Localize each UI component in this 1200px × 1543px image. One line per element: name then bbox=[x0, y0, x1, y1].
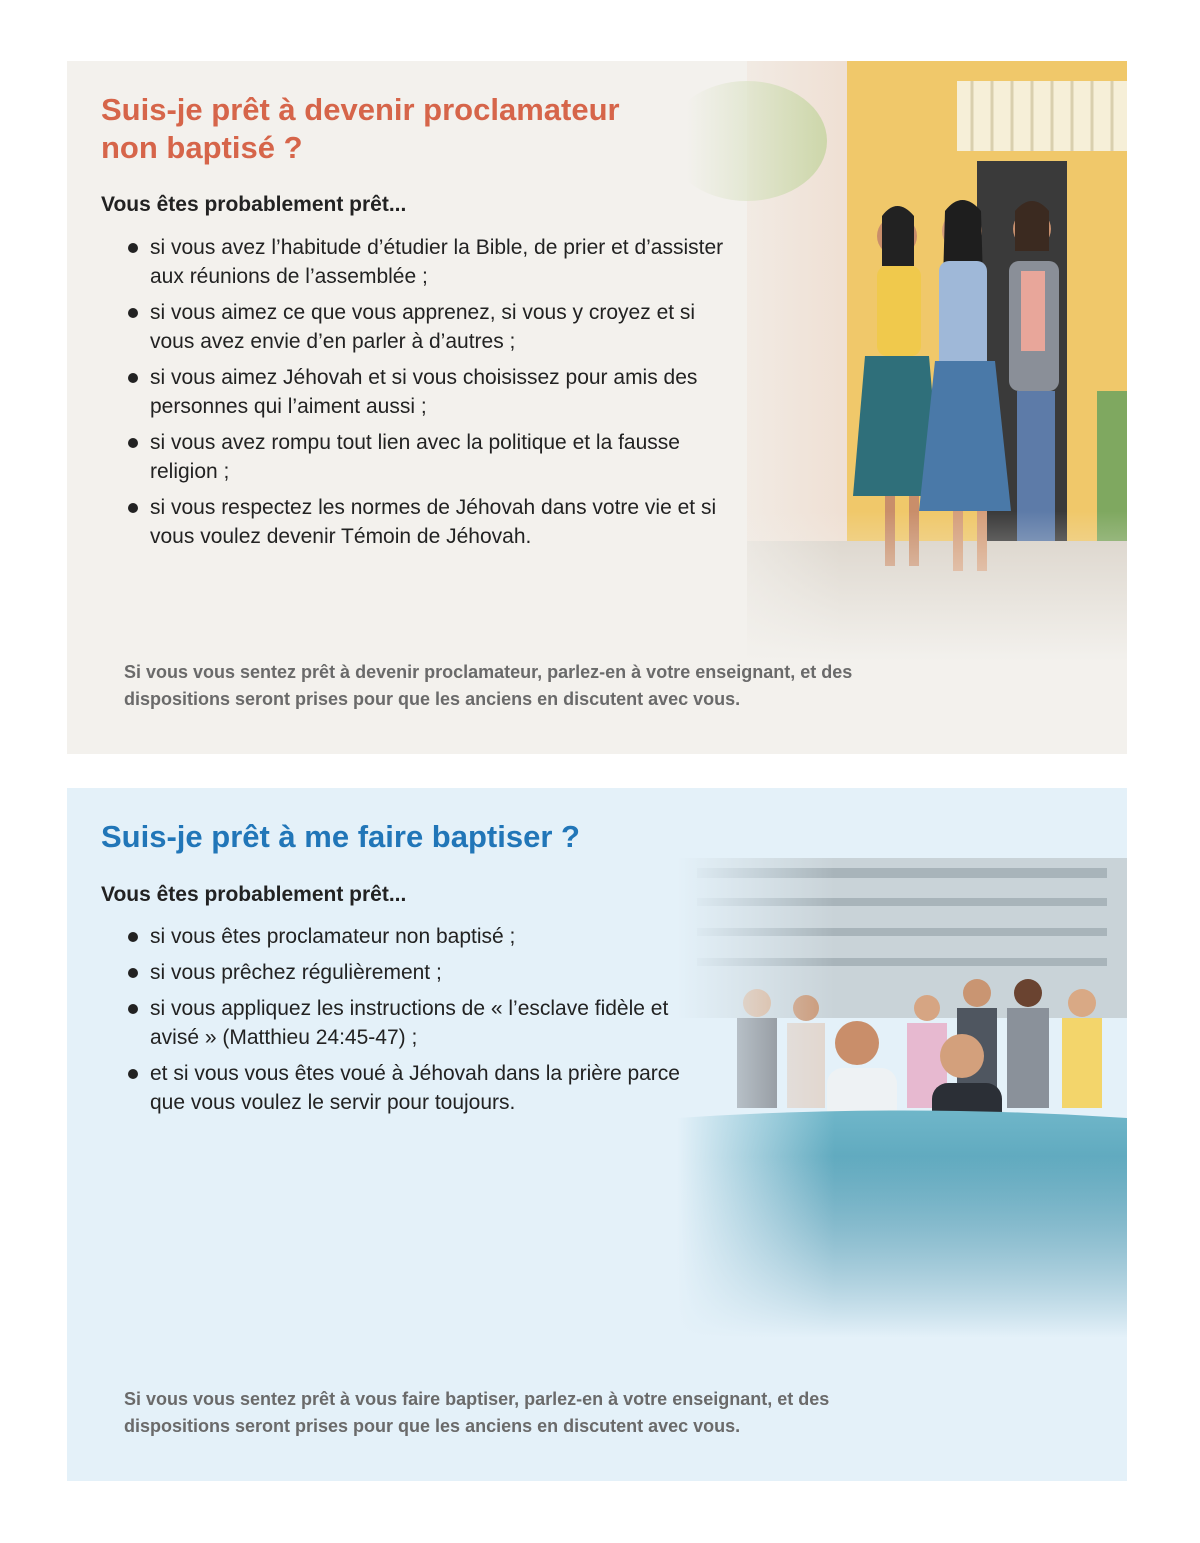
bullet-icon bbox=[128, 373, 138, 383]
ministry-illustration bbox=[687, 61, 1127, 661]
readiness-list bbox=[125, 233, 735, 558]
section-intro: Vous êtes probablement prêt... bbox=[101, 883, 407, 906]
bullet-icon bbox=[128, 968, 138, 978]
list-item: si vous aimez ce que vous apprenez, si vous y croyez et si vous avez envie d’en parler à d’autres ; bbox=[125, 298, 735, 356]
list-item: si vous avez rompu tout lien avec la politique et la fausse religion ; bbox=[125, 428, 735, 486]
section-intro: Vous êtes probablement prêt... bbox=[101, 193, 407, 216]
door-to-door-scene-image bbox=[687, 61, 1127, 661]
bullet-icon bbox=[128, 1004, 138, 1014]
section-title: Suis-je prêt à devenir proclamateur non baptisé ? bbox=[101, 92, 620, 165]
readiness-list bbox=[125, 922, 685, 1124]
list-item: et si vous vous êtes voué à Jéhovah dans la prière parce que vous voulez le servir pour toujours. bbox=[125, 1059, 685, 1117]
bullet-icon bbox=[128, 438, 138, 448]
list-item: si vous êtes proclamateur non baptisé ; bbox=[125, 922, 685, 951]
baptism-scene-image bbox=[677, 818, 1127, 1338]
list-item: si vous prêchez régulièrement ; bbox=[125, 958, 685, 987]
list-item: si vous aimez Jéhovah et si vous choisissez pour amis des personnes qui l’aiment aussi ; bbox=[125, 363, 735, 421]
bullet-icon bbox=[128, 1069, 138, 1079]
baptism-illustration bbox=[677, 818, 1127, 1338]
bullet-icon bbox=[128, 308, 138, 318]
bullet-icon bbox=[128, 243, 138, 253]
publisher-readiness-panel bbox=[67, 61, 1127, 754]
section-footer-note: Si vous vous sentez prêt à vous faire baptiser, parlez-en à votre enseignant, et des dispositions seront prises pour que les anciens en discutent avec vous. bbox=[124, 1389, 830, 1436]
list-item: si vous appliquez les instructions de « l’esclave fidèle et avisé » (Matthieu 24:45-47) ; bbox=[125, 994, 685, 1052]
section-footer-note: Si vous vous sentez prêt à devenir proclamateur, parlez-en à votre enseignant, et des dispositions seront prises pour que les anciens en discutent avec vous. bbox=[124, 662, 853, 709]
bullet-icon bbox=[128, 932, 138, 942]
bullet-icon bbox=[128, 503, 138, 513]
baptism-readiness-panel bbox=[67, 788, 1127, 1481]
section-title: Suis-je prêt à me faire baptiser ? bbox=[101, 819, 580, 854]
list-item: si vous respectez les normes de Jéhovah dans votre vie et si vous voulez devenir Témoin de Jéhovah. bbox=[125, 493, 735, 551]
list-item: si vous avez l’habitude d’étudier la Bible, de prier et d’assister aux réunions de l’assemblée ; bbox=[125, 233, 735, 291]
